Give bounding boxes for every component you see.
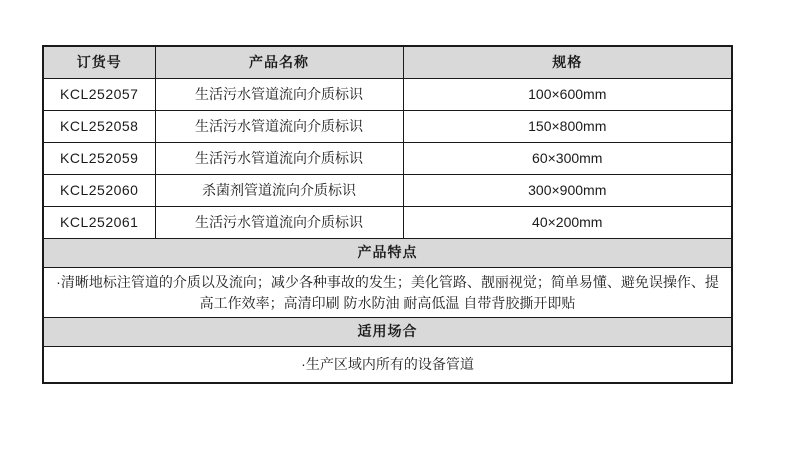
cell-product-name: 生活污水管道流向介质标识: [155, 207, 403, 239]
cell-product-name: 生活污水管道流向介质标识: [155, 79, 403, 111]
column-header-product-name: 产品名称: [155, 46, 403, 79]
cell-product-name: 生活污水管道流向介质标识: [155, 111, 403, 143]
cell-product-name: 杀菌剂管道流向介质标识: [155, 175, 403, 207]
section-body-features: [43, 268, 732, 318]
table-row: [43, 79, 732, 111]
table-row: [43, 143, 732, 175]
product-spec-table: [42, 45, 733, 384]
cell-spec: 300×900mm: [403, 175, 732, 207]
cell-order-no: KCL252058: [43, 111, 155, 143]
cell-spec: 40×200mm: [403, 207, 732, 239]
table-row: [43, 207, 732, 239]
cell-order-no: KCL252060: [43, 175, 155, 207]
table-row: [43, 111, 732, 143]
features-text: ·清晰地标注管道的介质以及流向；减少各种事故的发生；美化管路、靓丽视觉；简单易懂、避免误操作、提高工作效率；高清印刷 防水防油 耐高低温 自带背胶撕开即贴: [43, 268, 732, 318]
section-title-features: 产品特点: [43, 239, 732, 268]
column-header-spec: 规格: [403, 46, 732, 79]
usage-text: ·生产区域内所有的设备管道: [43, 347, 732, 384]
section-header-usage: [43, 318, 732, 347]
cell-spec: 100×600mm: [403, 79, 732, 111]
section-title-usage: 适用场合: [43, 318, 732, 347]
table-header-row: [43, 46, 732, 79]
cell-order-no: KCL252059: [43, 143, 155, 175]
section-header-features: [43, 239, 732, 268]
cell-spec: 150×800mm: [403, 111, 732, 143]
table-row: [43, 175, 732, 207]
cell-order-no: KCL252057: [43, 79, 155, 111]
cell-spec: 60×300mm: [403, 143, 732, 175]
cell-product-name: 生活污水管道流向介质标识: [155, 143, 403, 175]
cell-order-no: KCL252061: [43, 207, 155, 239]
section-body-usage: [43, 347, 732, 384]
column-header-order-no: 订货号: [43, 46, 155, 79]
